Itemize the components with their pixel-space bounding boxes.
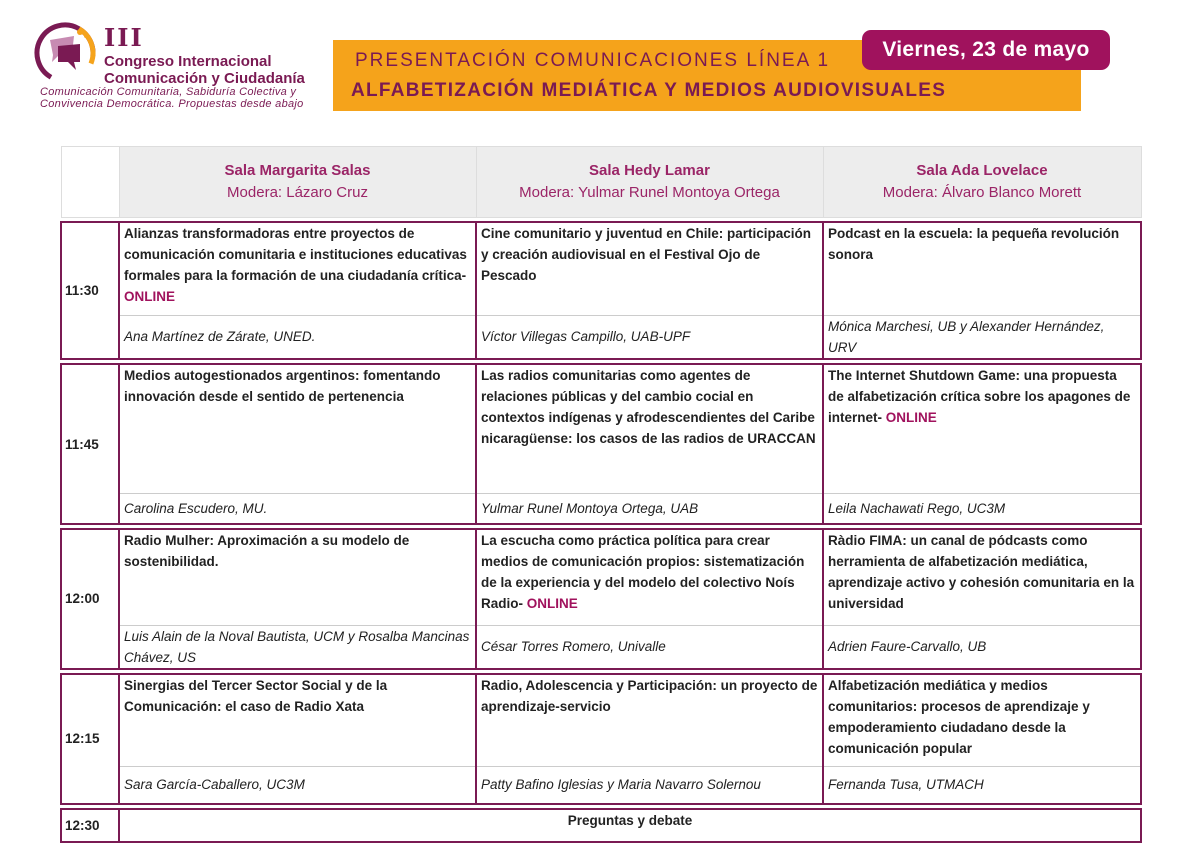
schedule-table xyxy=(60,146,1142,843)
room-moderator: Modera: Lázaro Cruz xyxy=(227,184,368,201)
slot-author-row xyxy=(61,767,1141,804)
session-title xyxy=(476,364,823,493)
closing-label: Preguntas y debate xyxy=(119,809,1141,842)
session-title xyxy=(476,529,823,625)
session-title-text: La escucha como práctica política para crear medios de comunicación propios: sistematización de la experiencia y del modelo del colectivo Noís Radio- xyxy=(481,533,805,611)
session-author: Fernanda Tusa, UTMACH xyxy=(823,767,1141,804)
session-title xyxy=(823,222,1141,315)
session-author: Yulmar Runel Montoya Ortega, UAB xyxy=(476,493,823,524)
session-author: Adrien Faure-Carvallo, UB xyxy=(823,625,1141,669)
room-name: Sala Hedy Lamar xyxy=(589,162,710,179)
session-title-text: Podcast en la escuela: la pequeña revolución sonora xyxy=(828,226,1120,262)
slot-time: 11:30 xyxy=(61,222,119,359)
session-title-text: Medios autogestionados argentinos: fomentando innovación desde el sentido de pertenencia xyxy=(124,368,441,404)
session-title xyxy=(476,674,823,767)
slot-title-row xyxy=(61,364,1141,493)
slot-title-row xyxy=(61,529,1141,625)
conference-number: III xyxy=(104,23,144,52)
session-title-text: Alianzas transformadoras entre proyectos de comunicación comunitaria e instituciones educativas formales para la formación de una ciudadanía crítica- xyxy=(124,226,467,283)
room-header-2 xyxy=(476,147,823,218)
closing-time: 12:30 xyxy=(61,809,119,842)
slot-author-row xyxy=(61,493,1141,524)
conference-name-line1: Congreso Internacional xyxy=(104,53,272,70)
room-name: Sala Margarita Salas xyxy=(224,162,371,179)
room-moderator: Modera: Yulmar Runel Montoya Ortega xyxy=(519,184,780,201)
slot-title-row xyxy=(61,222,1141,315)
session-author: Ana Martínez de Zárate, UNED. xyxy=(119,315,476,359)
slot-title-row xyxy=(61,674,1141,767)
room-header-1 xyxy=(119,147,476,218)
conference-name-line2: Comunicación y Ciudadanía xyxy=(104,70,305,87)
session-title-text: Radio, Adolescencia y Participación: un proyecto de aprendizaje-servicio xyxy=(481,677,818,714)
tagline-line1: Comunicación Comunitaria, Sabiduría Colectiva y xyxy=(40,86,297,98)
conference-logo xyxy=(34,22,96,84)
slot-author-row xyxy=(61,625,1141,669)
session-author: Patty Bafino Iglesias y Maria Navarro Solernou xyxy=(476,767,823,804)
closing-row xyxy=(61,809,1141,842)
session-author: Luis Alain de la Noval Bautista, UCM y Rosalba Mancinas Chávez, US xyxy=(119,625,476,669)
session-title xyxy=(119,364,476,493)
session-title xyxy=(823,364,1141,493)
rooms-header-row xyxy=(61,147,1141,218)
session-title xyxy=(119,529,476,625)
session-author: Víctor Villegas Campillo, UAB-UPF xyxy=(476,315,823,359)
slot-author-row xyxy=(61,315,1141,359)
session-title-text: Alfabetización mediática y medios comunitarios: procesos de aprendizaje y empoderamiento ciudadano desde la comunicación popular xyxy=(828,677,1090,756)
session-title-text: Las radios comunitarias como agentes de relaciones públicas y del cambio cocial en contextos indígenas y afrodescendientes del Caribe nicaragüense: los casos de las radios de URACCAN xyxy=(481,368,816,446)
conference-tagline xyxy=(40,86,304,110)
session-author: Sara García-Caballero, UC3M xyxy=(119,767,476,804)
header-corner xyxy=(61,147,119,218)
banner-title: ALFABETIZACIÓN MEDIÁTICA Y MEDIOS AUDIOVISUALES xyxy=(351,80,947,101)
session-title-text: Ràdio FIMA: un canal de pódcasts como herramienta de alfabetización mediática, aprendizaje activo y cohesión comunitaria en la universidad xyxy=(828,533,1135,611)
room-name: Sala Ada Lovelace xyxy=(916,162,1048,179)
online-tag: ONLINE xyxy=(885,410,937,425)
session-title-text: Cine comunitario y juventud en Chile: participación y creación audiovisual en el Festival Ojo de Pescado xyxy=(481,226,812,283)
session-author: Mónica Marchesi, UB y Alexander Hernández, URV xyxy=(823,315,1141,359)
slot-time: 11:45 xyxy=(61,364,119,524)
session-title xyxy=(119,674,476,767)
banner-subtitle: PRESENTACIÓN COMUNICACIONES LÍNEA 1 xyxy=(355,50,831,71)
session-title xyxy=(476,222,823,315)
room-moderator: Modera: Álvaro Blanco Morett xyxy=(882,184,1082,201)
session-title xyxy=(823,674,1141,767)
room-header-3 xyxy=(823,147,1141,218)
session-title-text: Sinergias del Tercer Sector Social y de la Comunicación: el caso de Radio Xata xyxy=(124,677,388,714)
session-title-text: Radio Mulher: Aproximación a su modelo de sostenibilidad. xyxy=(124,533,410,569)
slot-time: 12:00 xyxy=(61,529,119,669)
tagline-line2: Convivencia Democrática. Propuestas desde abajo xyxy=(40,98,304,110)
session-author: César Torres Romero, Univalle xyxy=(476,625,823,669)
conference-title xyxy=(104,23,305,87)
session-author: Carolina Escudero, MU. xyxy=(119,493,476,524)
online-tag: ONLINE xyxy=(124,289,176,304)
session-title-text: The Internet Shutdown Game: una propuesta de alfabetización crítica sobre los apagones de internet- xyxy=(828,368,1131,425)
session-title xyxy=(823,529,1141,625)
session-title xyxy=(119,222,476,315)
date-badge: Viernes, 23 de mayo xyxy=(862,30,1110,70)
online-tag: ONLINE xyxy=(526,596,578,611)
slot-time: 12:15 xyxy=(61,674,119,804)
session-author: Leila Nachawati Rego, UC3M xyxy=(823,493,1141,524)
